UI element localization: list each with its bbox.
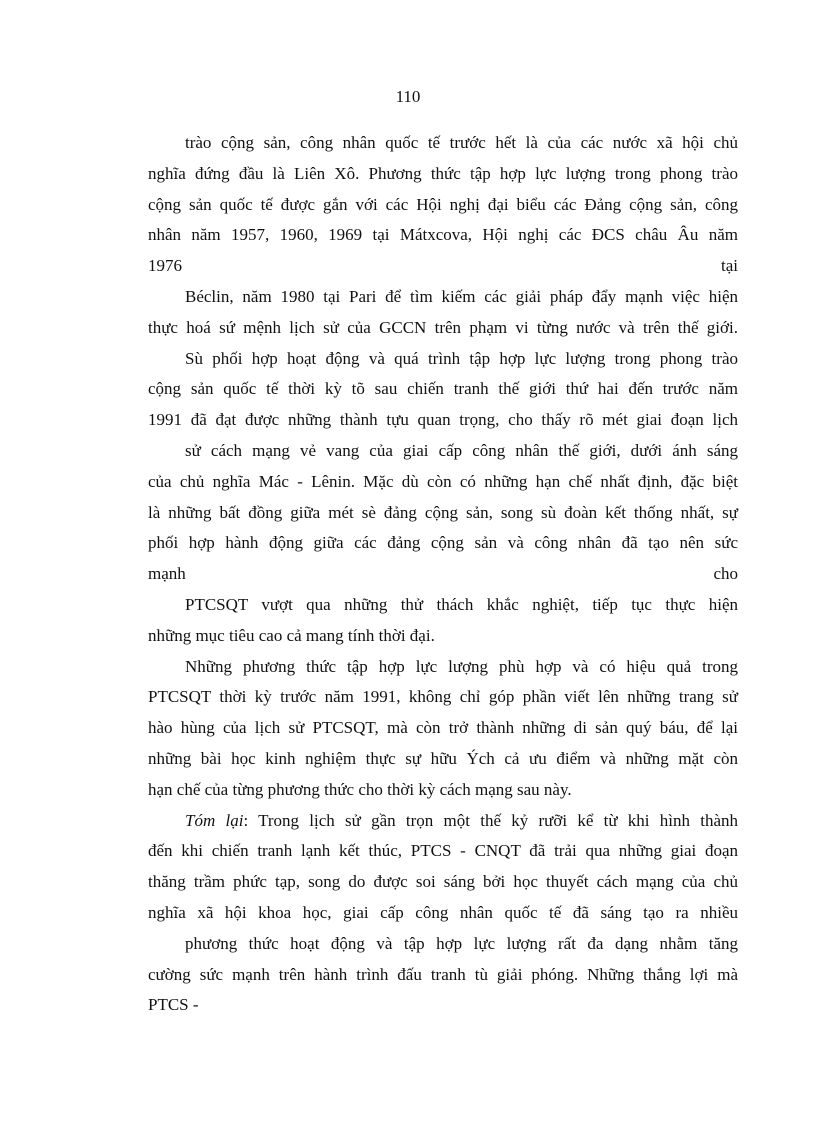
text-line: cộng sản quốc tế được gắn với các Hội nghị đại biểu các Đảng cộng sản, công	[148, 194, 738, 214]
text-line	[148, 806, 738, 837]
text-line	[148, 559, 738, 590]
text-line: sử cách mạng vẻ vang của giai cấp công nhân thế giới, dưới ánh sáng	[185, 440, 738, 460]
text-line: Sù phối hợp hoạt động và quá trình tập hợp lực lượng trong phong trào	[185, 348, 738, 368]
text-line: của chủ nghĩa Mác - Lênin. Mặc dù còn có những hạn chế nhất định, đặc biệt	[148, 471, 738, 491]
text-line: nghĩa xã hội khoa học, giai cấp công nhân quốc tế đã sáng tạo ra nhiều	[148, 902, 738, 922]
text-line	[148, 251, 738, 282]
text-line: Béclin, năm 1980 tại Pari để tìm kiếm các giải pháp đẩy mạnh việc hiện	[185, 286, 738, 306]
text-line: phối hợp hành động giữa các đảng cộng sản và công nhân đã tạo nên sức	[148, 533, 738, 553]
text-line: trào cộng sản, công nhân quốc tế trước hết là của các nước xã hội chủ	[185, 133, 738, 152]
text-line: cường sức mạnh trên hành trình đấu tranh tù giải phóng. Những thắng lợi mà	[148, 964, 738, 984]
text-line: hạn chế của từng phương thức cho thời kỳ cách mạng sau này.	[148, 779, 572, 799]
text-line: là những bất đồng giữa mét sè đảng cộng sản, song sù đoàn kết thống nhất, sự	[148, 502, 738, 522]
text-fragment: mạnh	[148, 564, 186, 584]
text-fragment: cho	[713, 564, 738, 584]
text-line: đến khi chiến tranh lạnh kết thúc, PTCS - CNQT đã trải qua những giai đoạn	[148, 841, 738, 861]
text-fragment: : Trong lịch sử gần trọn một thế kỷ rưỡi kể từ khi hình thành	[243, 810, 738, 830]
body-text	[148, 128, 738, 1021]
text-line: PTCS -	[148, 995, 199, 1015]
text-line: Những phương thức tập hợp lực lượng phù hợp và có hiệu quả trong	[185, 656, 738, 676]
text-line: 1991 đã đạt được những thành tựu quan trọng, cho thấy rõ mét giai đoạn lịch	[148, 410, 738, 430]
text-line: nghĩa đứng đầu là Liên Xô. Phương thức tập hợp lực lượng trong phong trào	[148, 163, 738, 183]
text-line: nhân năm 1957, 1960, 1969 tại Mátxcova, Hội nghị các ĐCS châu Âu năm	[148, 225, 738, 245]
text-line: PTCSQT thời kỳ trước năm 1991, không chỉ góp phần viết lên những trang sử	[148, 687, 738, 707]
text-line: những bài học kinh nghiệm thực sự hữu Ých cả ưu điểm và những mặt còn	[148, 748, 738, 768]
text-line: PTCSQT vượt qua những thử thách khắc nghiệt, tiếp tục thực hiện	[185, 594, 738, 614]
page-number: 110	[395, 87, 421, 106]
emphasis-label: Tóm lại	[185, 810, 244, 830]
text-line: những mục tiêu cao cả mang tính thời đại.	[148, 625, 435, 645]
text-fragment: tại	[721, 256, 738, 276]
text-line: hào hùng của lịch sử PTCSQT, mà còn trở thành những di sản quý báu, để lại	[148, 718, 738, 738]
text-line: phương thức hoạt động và tập hợp lực lượng rất đa dạng nhằm tăng	[185, 933, 738, 953]
text-line: cộng sản quốc tế thời kỳ tõ sau chiến tranh thế giới thứ hai đến trước năm	[148, 379, 738, 399]
text-line: thực hoá sứ mệnh lịch sử của GCCN trên phạm vi từng nước và trên thế giới.	[148, 317, 738, 337]
text-line: thăng trầm phức tạp, song do được soi sáng bởi học thuyết cách mạng của chủ	[148, 872, 738, 892]
text-fragment: 1976	[148, 256, 182, 276]
